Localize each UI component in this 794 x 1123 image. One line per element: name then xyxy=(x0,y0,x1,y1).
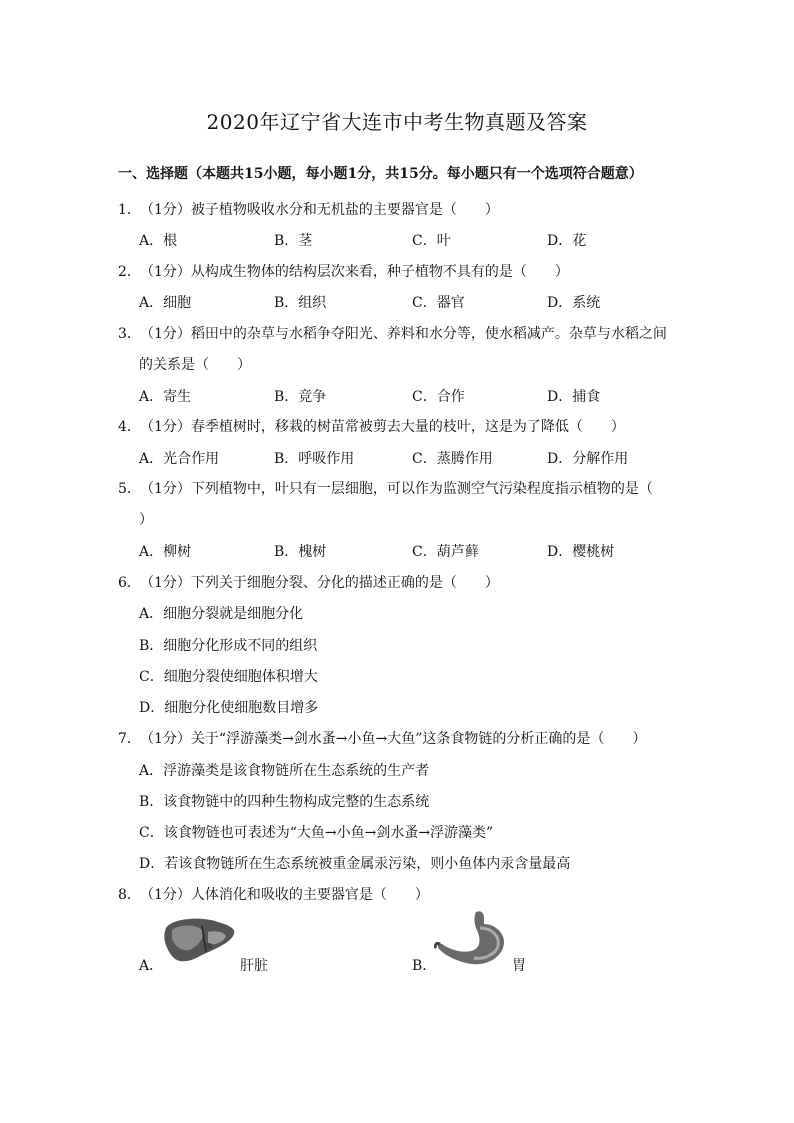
question-number: 8． xyxy=(118,887,141,903)
section-heading: 一、选择题（本题共15小题，每小题1分，共15分。每小题只有一个选项符合题意） xyxy=(118,166,643,182)
page-title: 2020年辽宁省大连市中考生物真题及答案 xyxy=(206,110,588,134)
question-text: （1分）春季植树时，移栽的树苗常被剪去大量的枝叶，这是为了降低（ ） xyxy=(140,419,625,435)
question-6 xyxy=(118,572,499,592)
question-number: 3． xyxy=(118,326,141,342)
question-text: （1分）稻田中的杂草与水稻争夺阳光、养料和水分等，使水稻减产。杂草与水稻之间 xyxy=(140,326,667,342)
option-c: C．葫芦藓 xyxy=(412,544,479,560)
option-c: C．器官 xyxy=(412,295,465,311)
option-d: D．捕食 xyxy=(547,389,601,405)
question-number: 4． xyxy=(118,419,141,435)
option-a: A．根 xyxy=(139,233,178,249)
option-b: B．细胞分化形成不同的组织 xyxy=(139,638,318,654)
question-number: 6． xyxy=(118,575,141,591)
option-b: B．呼吸作用 xyxy=(274,451,355,467)
option-a: A．柳树 xyxy=(139,544,192,560)
option-c: C．该食物链也可表述为“大鱼→小鱼→剑水蚤→浮游藻类” xyxy=(139,825,494,841)
option-d: D．若该食物链所在生态系统被重金属汞污染，则小鱼体内汞含量最高 xyxy=(139,856,571,872)
option-d: D．分解作用 xyxy=(547,451,629,467)
option-d: D．系统 xyxy=(547,295,601,311)
option-c: C．叶 xyxy=(412,233,451,249)
option-b: B．竞争 xyxy=(274,389,327,405)
question-8 xyxy=(118,884,429,904)
question-text: （1分）下列植物中，叶只有一层细胞，可以作为监测空气污染程度指示植物的是（ xyxy=(140,481,653,497)
question-text-continued: 的关系是（ ） xyxy=(139,357,251,373)
option-c: C．合作 xyxy=(412,389,465,405)
question-text-continued: ） xyxy=(139,512,153,528)
option-a: A．光合作用 xyxy=(139,451,220,467)
option-d: D．细胞分化使细胞数目增多 xyxy=(139,700,319,716)
question-7 xyxy=(118,728,646,748)
option-a: A．寄生 xyxy=(139,389,192,405)
question-1 xyxy=(118,199,499,219)
option-a: A． xyxy=(139,958,164,974)
question-number: 7． xyxy=(118,731,141,747)
option-a: A．浮游藻类是该食物链所在生态系统的生产者 xyxy=(139,763,430,779)
question-text: （1分）被子植物吸收水分和无机盐的主要器官是（ ） xyxy=(140,202,499,218)
stomach-image xyxy=(434,910,509,968)
option-d: D．樱桃树 xyxy=(547,544,615,560)
question-4 xyxy=(118,416,625,436)
option-b: B．组织 xyxy=(274,295,327,311)
option-c: C．细胞分裂使细胞体积增大 xyxy=(139,669,318,685)
question-number: 1． xyxy=(118,202,141,218)
question-text: （1分）从构成生物体的结构层次来看，种子植物不具有的是（ ） xyxy=(140,264,569,280)
option-a: A．细胞 xyxy=(139,295,192,311)
question-5 xyxy=(118,478,653,498)
option-d: D．花 xyxy=(547,233,587,249)
question-text: （1分）关于“浮游藻类→剑水蚤→小鱼→大鱼”这条食物链的分析正确的是（ ） xyxy=(140,731,647,747)
liver-image xyxy=(162,916,237,966)
question-number: 5． xyxy=(118,481,141,497)
question-number: 2． xyxy=(118,264,141,280)
option-b: B． xyxy=(412,958,437,974)
option-a: A．细胞分裂就是细胞分化 xyxy=(139,606,304,622)
option-b-label: 胃 xyxy=(512,958,526,974)
option-b: B．该食物链中的四种生物构成完整的生态系统 xyxy=(139,794,430,810)
option-b: B．槐树 xyxy=(274,544,327,560)
question-3 xyxy=(118,323,667,343)
option-a-label: 肝脏 xyxy=(240,958,268,974)
question-text: （1分）下列关于细胞分裂、分化的描述正确的是（ ） xyxy=(140,575,499,591)
question-text: （1分）人体消化和吸收的主要器官是（ ） xyxy=(140,887,429,903)
option-c: C．蒸腾作用 xyxy=(412,451,493,467)
option-b: B．茎 xyxy=(274,233,313,249)
question-2 xyxy=(118,261,569,281)
